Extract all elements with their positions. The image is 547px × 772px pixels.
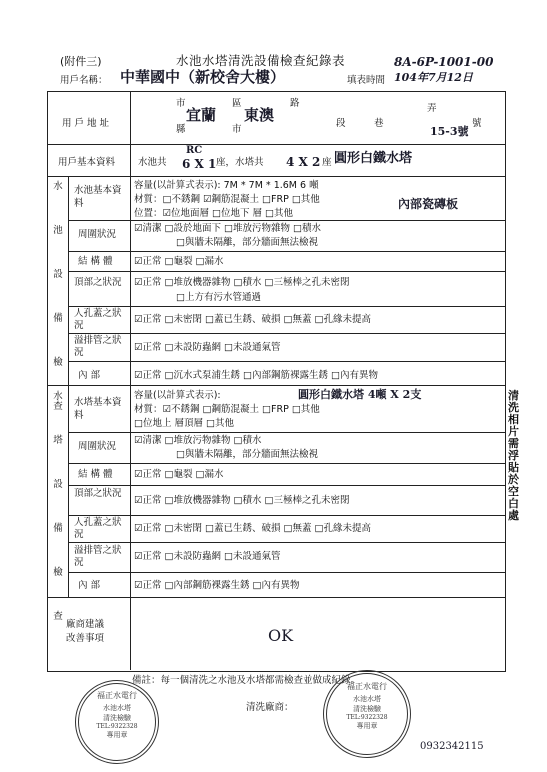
tower-interior-label: 內 部	[78, 580, 101, 591]
pool-surround-line1: ☑清潔 □設於地面下 □堆放污物雜物 □積水	[134, 223, 322, 234]
tower-surround-line2: □與牆未隔離，部分牆面無法檢視	[176, 449, 318, 460]
form-title: 水池水塔清洗設備檢查紀錄表	[176, 53, 346, 68]
tower-overflow-label: 溢排管之狀況	[74, 545, 122, 568]
footer-note: 備註：每一個清洗之水池及水塔都需檢查並做成紀錄。	[132, 675, 361, 686]
tower-top-line: ☑正常 □堆放機器雜物 □積水 □三極棒之孔未密閉	[134, 495, 350, 506]
attachment-label: (附件三)	[60, 55, 102, 68]
address-town-value: 東澳	[244, 106, 275, 124]
address-label: 用 戶 地 址	[62, 118, 110, 129]
pool-top-label: 頂部之狀況	[74, 277, 122, 288]
tower-manhole-line: ☑正常 □未密閉 □蓋已生銹、破損 □無蓋 □孔緣未提高	[134, 523, 371, 534]
pool-location-line: 位置：☑位地面層 □位地下 層 □其他	[134, 208, 294, 219]
phone-number: 0932342115	[420, 741, 484, 752]
pool-interior-label: 內 部	[78, 370, 101, 381]
tower-section-vertical-label: 水 塔 設 備 檢 查	[53, 391, 63, 622]
tower-material-line: 材質：☑不銹鋼 □鋼筋混凝土 □FRP □其他	[134, 404, 320, 415]
basic-info-label: 用戶基本資料	[58, 157, 116, 168]
address-city-label: 市	[176, 98, 186, 109]
pool-structure-label: 結 構 體	[78, 256, 113, 267]
address-lane-label: 巷	[374, 118, 384, 129]
address-number-value: 15-3號	[430, 125, 469, 138]
tower-structure-line: ☑正常 □龜裂 □漏水	[134, 469, 224, 480]
vendor-value: OK	[268, 626, 294, 645]
pool-surround-label: 周圍狀況	[78, 229, 117, 240]
pool-structure-line: ☑正常 □龜裂 □漏水	[134, 256, 224, 267]
fill-time-value: 104年7月12日	[394, 71, 473, 84]
pool-overflow-line: ☑正常 □未設防蟲網 □未設通氣管	[134, 342, 281, 353]
pool-section-vertical-label: 水 池 設 備 檢 查	[53, 181, 63, 412]
tower-desc-value: 圓形白鐵水塔	[334, 151, 413, 166]
pool-interior-line: ☑正常 □沉水式泵浦生銹 □內部鋼筋裸露生銹 □內有異物	[134, 370, 379, 381]
tower-location-line: □位地上 層頂層 □其他	[134, 418, 234, 429]
pool-count-label: 水池共	[138, 157, 167, 168]
address-district-label: 區	[232, 98, 242, 109]
address-number-label: 號	[472, 118, 482, 129]
address-county-value: 宜蘭	[186, 106, 217, 124]
tower-basic-label: 水塔基本資料	[74, 397, 122, 421]
pool-manhole-line: ☑正常 □未密閉 □蓋已生銹、破損 □無蓋 □孔緣未提高	[134, 314, 371, 325]
user-name-label: 用戶名稱：	[60, 75, 108, 86]
pool-unit: 座，水塔共	[216, 157, 264, 168]
vendor-label-2: 改善事項	[66, 633, 105, 644]
tower-top-label: 頂部之狀況	[74, 488, 122, 499]
address-county-label: 縣	[176, 124, 186, 135]
tower-surround-line1: ☑清潔 □堆放污物雜物 □積水	[134, 435, 262, 446]
address-road-label: 路	[290, 98, 300, 109]
tower-manhole-label: 人孔蓋之狀況	[74, 517, 122, 540]
address-alley-label: 弄	[427, 103, 437, 114]
pool-count-value: 6 X 1	[182, 157, 217, 171]
address-town-suffix: 市	[232, 124, 242, 135]
tower-structure-label: 結 構 體	[78, 469, 113, 480]
vendor-label-1: 廠商建議	[66, 619, 105, 630]
fill-time-label: 填表時間	[347, 75, 386, 86]
form-code: 8A-6P-1001-00	[394, 55, 494, 69]
pool-type-value: RC	[186, 145, 203, 156]
pool-basic-label: 水池基本資料	[74, 185, 122, 209]
company-stamp-left: 福正水電行 水池水塔 清洗檢驗 TEL:9322328 專用章	[75, 680, 159, 764]
address-section-label: 段	[336, 118, 346, 129]
tower-capacity-note: 圓形白鐵水塔 4噸 X 2支	[298, 388, 422, 401]
pool-top-line2: □上方有污水管通過	[176, 292, 261, 303]
pool-top-line1: ☑正常 □堆放機器雜物 □積水 □三極棒之孔未密閉	[134, 277, 350, 288]
tower-overflow-line: ☑正常 □未設防蟲網 □未設通氣管	[134, 551, 281, 562]
pool-inner-note: 內部瓷磚板	[398, 197, 459, 211]
tower-capacity-line: 容量(以計算式表示):	[134, 390, 221, 401]
pool-capacity-line: 容量(以計算式表示): 7M * 7M * 1.6M 6 噸	[134, 180, 319, 191]
pool-surround-line2: □與牆未隔離，部分牆面無法檢視	[176, 237, 318, 248]
user-name-value: 中華國中（新校舍大樓）	[120, 68, 286, 86]
tower-interior-line: ☑正常 □內部鋼筋裸露生銹 □內有異物	[134, 580, 300, 591]
tower-count-value: 4 X 2	[286, 155, 321, 169]
pool-material-line: 材質：□不銹鋼 ☑鋼筋混凝土 □FRP □其他	[134, 194, 320, 205]
tower-surround-label: 周圍狀況	[78, 441, 117, 452]
washer-label: 清洗廠商：	[246, 702, 294, 713]
tower-unit: 座	[322, 157, 332, 168]
company-stamp-right: 福正水電行 水池水塔 清洗檢驗 TEL:9322328 專用章	[323, 670, 411, 758]
pool-overflow-label: 溢排管之狀況	[74, 335, 122, 358]
photo-note: 清洗相片需浮貼於空白處	[508, 389, 519, 522]
pool-manhole-label: 人孔蓋之狀況	[74, 308, 122, 331]
